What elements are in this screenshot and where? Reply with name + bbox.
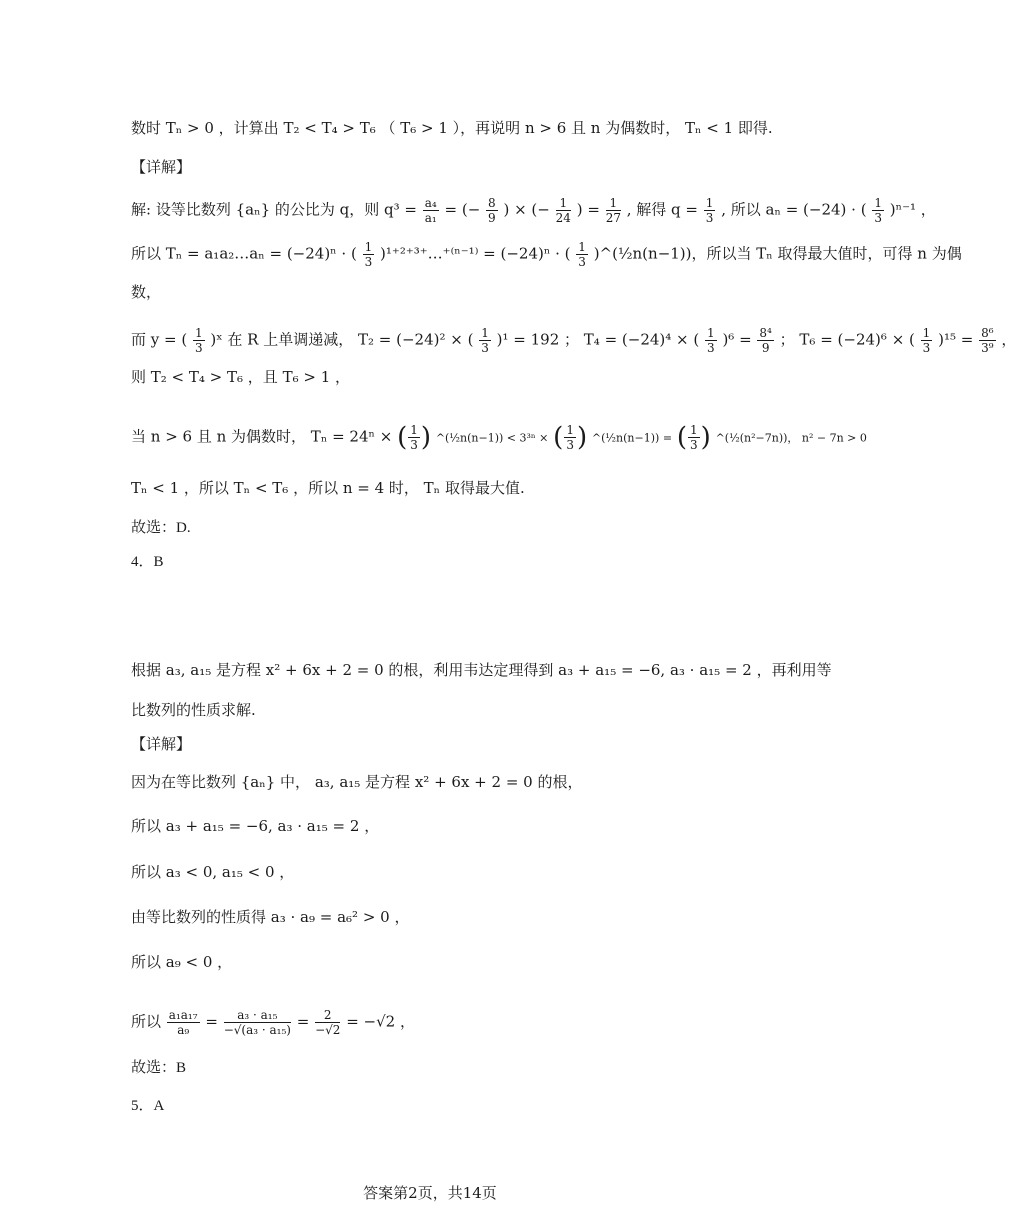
fraction-1-3: $\frac{1}{3}$ [707,326,715,355]
answer-choice-d: 故选：D. [131,520,191,536]
text-segment: )ˣ 在 R 上单调递减， T₂ = (−24)² × ( [210,330,474,349]
fraction-a3a15-sqrt: $\frac{\text{a₃ · a₁₅}}{\text{−√(a₃ · a₁₅)}}$ [223,1008,291,1037]
text-segment: )¹ = 192 ； T₄ = (−24)⁴ × ( [496,330,700,349]
text-segment: 而 y = ( [131,330,188,349]
fraction-1-3: $\frac{1}{3}$ [410,423,418,452]
page-footer: 答案第2页，共14页 [363,1184,497,1202]
fraction-1-3: $\frac{1}{3}$ [578,240,586,269]
text-segment: , 所以 aₙ = (−24) · ( [721,200,867,219]
text-segment: = [205,1012,218,1031]
text-segment: = −√2 ， [346,1012,415,1031]
text-segment: = (− [444,200,481,219]
text-segment: 当 n > 6 且 n 为偶数时， Tₙ = 24ⁿ × [131,427,393,446]
paren-right: ) [420,422,432,453]
text-segment: = [296,1012,310,1031]
fraction-8pow6-3pow9: $\frac{\text{8⁶}}{\text{3⁹}}$ [981,326,994,355]
fraction-1-24: $\frac{1}{24}$ [555,196,571,225]
fraction-a1a17-a9: $\frac{\text{a₁a₁₇}}{\text{a₉}}$ [168,1008,198,1037]
text-line-16: 所以 a₃ + a₁₅ = −6, a₃ · a₁₅ = 2 ， [131,817,380,835]
paren-right: ) [700,422,711,453]
solution-line-monotone [131,326,1016,355]
text-segment: )ⁿ⁻¹ ， [889,200,936,219]
text-line-15: 因为在等比数列 {aₙ} 中， a₃, a₁₅ 是方程 x² + 6x + 2 = 0 的根， [131,773,583,791]
text-segment: ^(½(n²−7n))， n² − 7n > 0 [715,431,867,445]
text-line-12: 根据 a₃, a₁₅ 是方程 x² + 6x + 2 = 0 的根，利用韦达定理得到 a₃ + a₁₅ = −6, a₃ · a₁₅ = 2 ，再利用等 [131,661,832,679]
fraction-a4-a1: $\frac{\text{a₄}}{\text{a₁}}$ [424,196,437,225]
fraction-1-3: $\frac{1}{3}$ [922,326,931,355]
section-heading-detail: 【详解】 [131,158,192,176]
text-segment: , 解得 q = [626,200,698,219]
question-number-4: 4．B [131,554,164,570]
text-line-9: Tₙ < 1 ，所以 Tₙ < T₆ ，所以 n = 4 时， Tₙ 取得最大值. [131,479,525,497]
text-segment: ^(½n(n−1)) < 3³ⁿ × [435,431,549,445]
text-line-19: 所以 a₉ < 0 ， [131,953,233,971]
paren-left: ( [553,422,564,453]
text-line-18: 由等比数列的性质得 a₃ · a₉ = a₆² > 0 ， [131,908,410,926]
text-segment: )¹⁺²⁺³⁺…⁺⁽ⁿ⁻¹⁾ = (−24)ⁿ · ( [380,244,571,263]
solution-line-ratio [131,196,936,225]
solution-line-product [131,240,962,269]
text-line-5: 数， [131,283,162,301]
fraction-1-3: $\frac{1}{3}$ [689,423,698,452]
text-segment: )⁶ = [722,330,752,349]
text-line-7: 则 T₂ < T₄ > T₆ ，且 T₆ > 1 ， [131,368,351,386]
text-segment: ) × (− [503,200,550,219]
fraction-8pow4-9: $\frac{\text{8⁴}}{9}$ [759,326,772,355]
fraction-1-3: $\frac{1}{3}$ [481,326,489,355]
text-segment: ， [1001,330,1016,349]
paren-left: ( [397,422,408,453]
text-segment: ) = [576,200,600,219]
solution-line-even-case [131,423,867,452]
fraction-1-3: $\frac{1}{3}$ [874,196,882,225]
text-segment: 所以 Tₙ = a₁a₂…aₙ = (−24)ⁿ · ( [131,244,357,263]
text-line-13: 比数列的性质求解. [131,701,256,719]
text-line-17: 所以 a₃ < 0, a₁₅ < 0 ， [131,863,295,881]
fraction-2-sqrt2: $\frac{2}{-√2}$ [315,1008,341,1037]
fraction-1-3: $\frac{1}{3}$ [566,423,574,452]
answer-choice-b: 故选：B [131,1060,187,1076]
paren-right: ) [576,422,588,453]
section-heading-detail-2: 【详解】 [131,735,192,753]
fraction-1-3: $\frac{1}{3}$ [705,196,714,225]
paren-left: ( [676,422,687,453]
question-number-5: 5．A [131,1098,165,1114]
solution-line-final-ratio [131,1008,415,1037]
text-segment: ； T₆ = (−24)⁶ × ( [779,330,915,349]
text-segment: )^(½n(n−1))，所以当 Tₙ 取得最大值时，可得 n 为偶 [593,244,962,263]
fraction-1-27: $\frac{1}{27}$ [605,196,621,225]
text-segment: ^(½n(n−1)) = [591,431,673,445]
text-line-1: 数时 Tₙ > 0 ，计算出 T₂ < T₄ > T₆ （ T₆ > 1 ），再说明 n > 6 且 n 为偶数时， Tₙ < 1 即得. [131,119,773,137]
fraction-1-3: $\frac{1}{3}$ [364,240,373,269]
fraction-1-3: $\frac{1}{3}$ [194,326,203,355]
text-segment: 解: 设等比数列 {aₙ} 的公比为 q，则 q³ = [131,200,417,219]
fraction-8-9: $\frac{8}{9}$ [488,196,496,225]
text-segment: 所以 [131,1012,162,1031]
text-segment: )¹⁵ = [938,330,974,349]
